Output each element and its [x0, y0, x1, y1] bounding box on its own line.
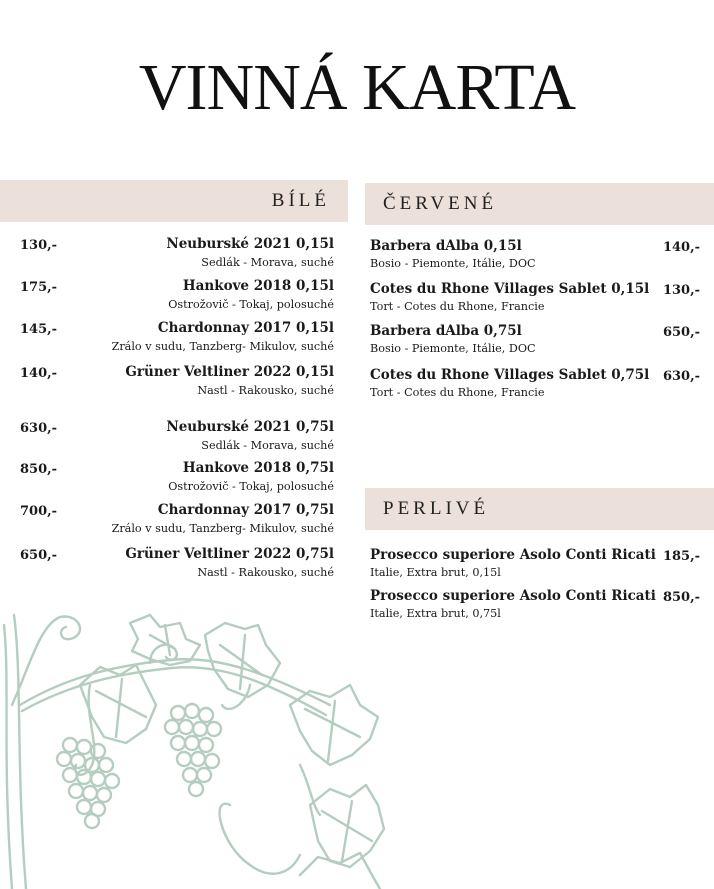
wine-name: Cotes du Rhone Villages Sablet 0,15l [370, 281, 650, 297]
wine-item [0, 546, 334, 582]
wine-description: Zrálo v sudu, Tanzberg- Mikulov, suché [111, 522, 334, 535]
wine-name: Cotes du Rhone Villages Sablet 0,75l [370, 367, 650, 383]
page-title: VINNÁ KARTA [138, 51, 576, 124]
wine-price: 140,- [20, 366, 58, 381]
wine-name: Chardonnay 2017 0,75l [157, 502, 334, 518]
wine-description: Italie, Extra brut, 0,75l [370, 607, 501, 620]
wine-description: Bosio - Piemonte, Itálie, DOC [370, 257, 536, 270]
wine-item [0, 364, 334, 400]
wine-description: Tort - Cotes du Rhone, Francie [370, 386, 545, 399]
wine-price: 850,- [20, 462, 58, 477]
wine-price: 145,- [20, 322, 58, 337]
wine-description: Bosio - Piemonte, Itálie, DOC [370, 342, 536, 355]
wine-price: 185,- [662, 549, 700, 564]
wine-description: Italie, Extra brut, 0,15l [370, 566, 501, 579]
wine-item [0, 278, 334, 314]
wine-description: Ostrožovič - Tokaj, polosuché [168, 298, 334, 311]
wine-description: Sedlák - Morava, suché [201, 439, 334, 452]
wine-description: Nastl - Rakousko, suché [197, 566, 334, 579]
wine-price: 630,- [20, 421, 58, 436]
wine-name: Prosecco superiore Asolo Conti Ricati [370, 547, 656, 563]
grapevine-illustration-icon [0, 605, 400, 889]
wine-price: 175,- [20, 280, 58, 295]
section-heading-white: BÍLÉ [0, 180, 348, 222]
wine-item [0, 236, 334, 272]
wine-price: 700,- [20, 504, 58, 519]
wine-description: Nastl - Rakousko, suché [197, 384, 334, 397]
wine-description: Tort - Cotes du Rhone, Francie [370, 300, 545, 313]
wine-price: 650,- [20, 548, 58, 563]
wine-name: Barbera dAlba 0,15l [370, 238, 522, 254]
wine-item [370, 281, 700, 317]
wine-name: Prosecco superiore Asolo Conti Ricati [370, 588, 656, 604]
wine-item [370, 588, 700, 624]
wine-item [370, 367, 700, 403]
wine-name: Neuburské 2021 0,75l [166, 419, 334, 435]
wine-name: Neuburské 2021 0,15l [166, 236, 334, 252]
wine-description: Sedlák - Morava, suché [201, 256, 334, 269]
wine-item [370, 547, 700, 583]
wine-name: Chardonnay 2017 0,15l [157, 320, 334, 336]
wine-price: 850,- [662, 590, 700, 605]
wine-price: 630,- [662, 369, 700, 384]
wine-item [0, 320, 334, 356]
wine-description: Zrálo v sudu, Tanzberg- Mikulov, suché [111, 340, 334, 353]
wine-price: 130,- [20, 238, 58, 253]
wine-name: Grüner Veltliner 2022 0,75l [125, 546, 334, 562]
section-heading-sparkling: PERLIVÉ [365, 488, 714, 530]
wine-name: Hankove 2018 0,75l [182, 460, 334, 476]
wine-price: 650,- [662, 325, 700, 340]
wine-item [370, 238, 700, 274]
wine-name: Grüner Veltliner 2022 0,15l [125, 364, 334, 380]
wine-item [0, 460, 334, 496]
wine-name: Barbera dAlba 0,75l [370, 323, 522, 339]
wine-price: 130,- [662, 283, 700, 298]
wine-price: 140,- [662, 240, 700, 255]
wine-item [370, 323, 700, 359]
wine-item [0, 502, 334, 538]
section-heading-red: ČERVENÉ [365, 183, 714, 225]
wine-item [0, 419, 334, 455]
wine-description: Ostrožovič - Tokaj, polosuché [168, 480, 334, 493]
wine-name: Hankove 2018 0,15l [182, 278, 334, 294]
